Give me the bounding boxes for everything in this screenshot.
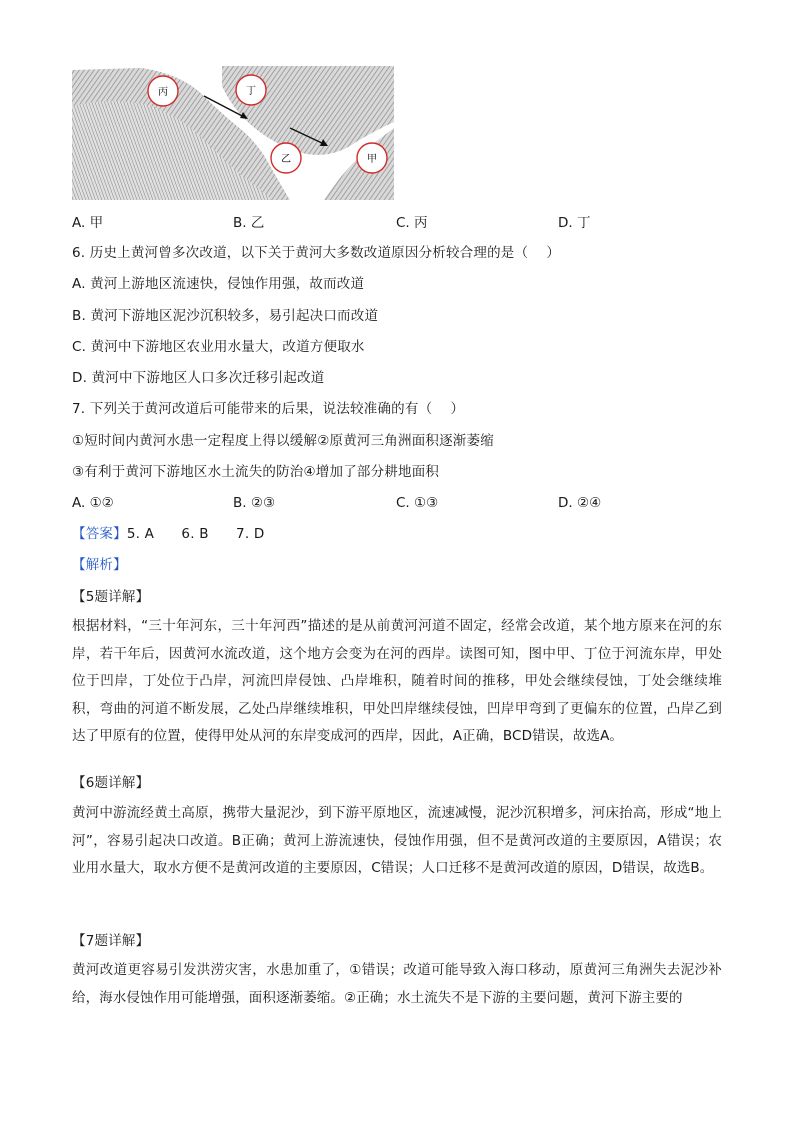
d7-tag: 【7题详解】 — [72, 933, 150, 949]
d6-tag: 【6题详解】 — [72, 775, 150, 791]
q7-option-c: C. ①③ — [396, 495, 439, 511]
d7-text: 黄河改道更容易引发洪涝灾害，水患加重了，①错误；改道可能导致入海口移动，原黄河三角洲失去泥沙补给，海水侵蚀作用可能增强，面积逐渐萎缩。②正确；水土流失不是下游的主要问题，黄河下游主要的 — [72, 962, 722, 1006]
q7-option-d: D. ②④ — [558, 495, 602, 511]
q7-option-b: B. ②③ — [233, 495, 276, 511]
label-jia — [357, 143, 387, 173]
label-bing — [148, 76, 178, 106]
label-yi — [271, 143, 301, 173]
svg-text:丁: 丁 — [246, 86, 256, 97]
analysis-tag: 【解析】 — [72, 557, 127, 573]
q7-stem: 7. 下列关于黄河改道后可能带来的后果，说法较准确的有（ ） — [72, 401, 465, 417]
q6-option-c: C. 黄河中下游地区农业用水量大，改道方便取水 — [72, 339, 365, 355]
answer-text: 5. A 6. B 7. D — [126, 526, 265, 542]
svg-text:乙: 乙 — [281, 154, 291, 165]
q6-option-a: A. 黄河上游地区流速快，侵蚀作用强，故而改道 — [72, 276, 365, 292]
answer-tag: 【答案】 — [72, 526, 127, 542]
d6-text: 黄河中游流经黄土高原，携带大量泥沙，到下游平原地区，流速减慢，泥沙沉积增多，河床抬高，形成“地上河”，容易引起决口改道。B正确；黄河上游流速快，侵蚀作用强，但不是黄河改道的主要原因，A错误；农业用水量大，取水方便不是黄河改道的主要原因，C错误；人口迁移不是黄河改道的原因，D错误，故选B。 — [72, 805, 722, 877]
q5-option-b: B. 乙 — [233, 215, 265, 231]
q7-option-a: A. ①② — [72, 495, 114, 511]
q5-option-c: C. 丙 — [396, 215, 428, 231]
q5-option-d: D. 丁 — [558, 215, 591, 231]
q6-stem: 6. 历史上黄河曾多次改道，以下关于黄河大多数改道原因分析较合理的是（ ） — [72, 245, 561, 261]
q7-statements-1: ①短时间内黄河水患一定程度上得以缓解②原黄河三角洲面积逐渐萎缩 — [72, 433, 494, 449]
answer-line — [72, 524, 264, 544]
river-bend-figure — [72, 66, 394, 200]
label-ding — [236, 75, 266, 105]
svg-text:甲: 甲 — [367, 154, 377, 165]
svg-text:丙: 丙 — [158, 87, 168, 98]
q5-option-a: A. 甲 — [72, 215, 104, 231]
q6-option-d: D. 黄河中下游地区人口多次迁移引起改道 — [72, 370, 325, 386]
q7-statements-2: ③有利于黄河下游地区水土流失的防治④增加了部分耕地面积 — [72, 464, 440, 480]
d5-tag: 【5题详解】 — [72, 589, 150, 605]
d5-text: 根据材料，“三十年河东，三十年河西”描述的是从前黄河河道不固定，经常会改道，某个地方原来在河的东岸，若干年后，因黄河水流改道，这个地方会变为在河的西岸。读图可知，图中甲、丁位于河流东岸，甲处位于凹岸，丁处位于凸岸，河流凹岸侵蚀、凸岸堆积，随着时间的推移，甲处会继续侵蚀，丁处会继续堆积，弯曲的河道不断发展，乙处凸岸继续堆积，甲处凹岸继续侵蚀，凹岸甲弯到了更偏东的位置，凸岸乙到达了甲原有的位置，使得甲处从河的东岸变成河的西岸，因此，A正确，BCD错误，故选A。 — [72, 618, 722, 745]
q6-option-b: B. 黄河下游地区泥沙沉积较多，易引起决口而改道 — [72, 308, 379, 324]
